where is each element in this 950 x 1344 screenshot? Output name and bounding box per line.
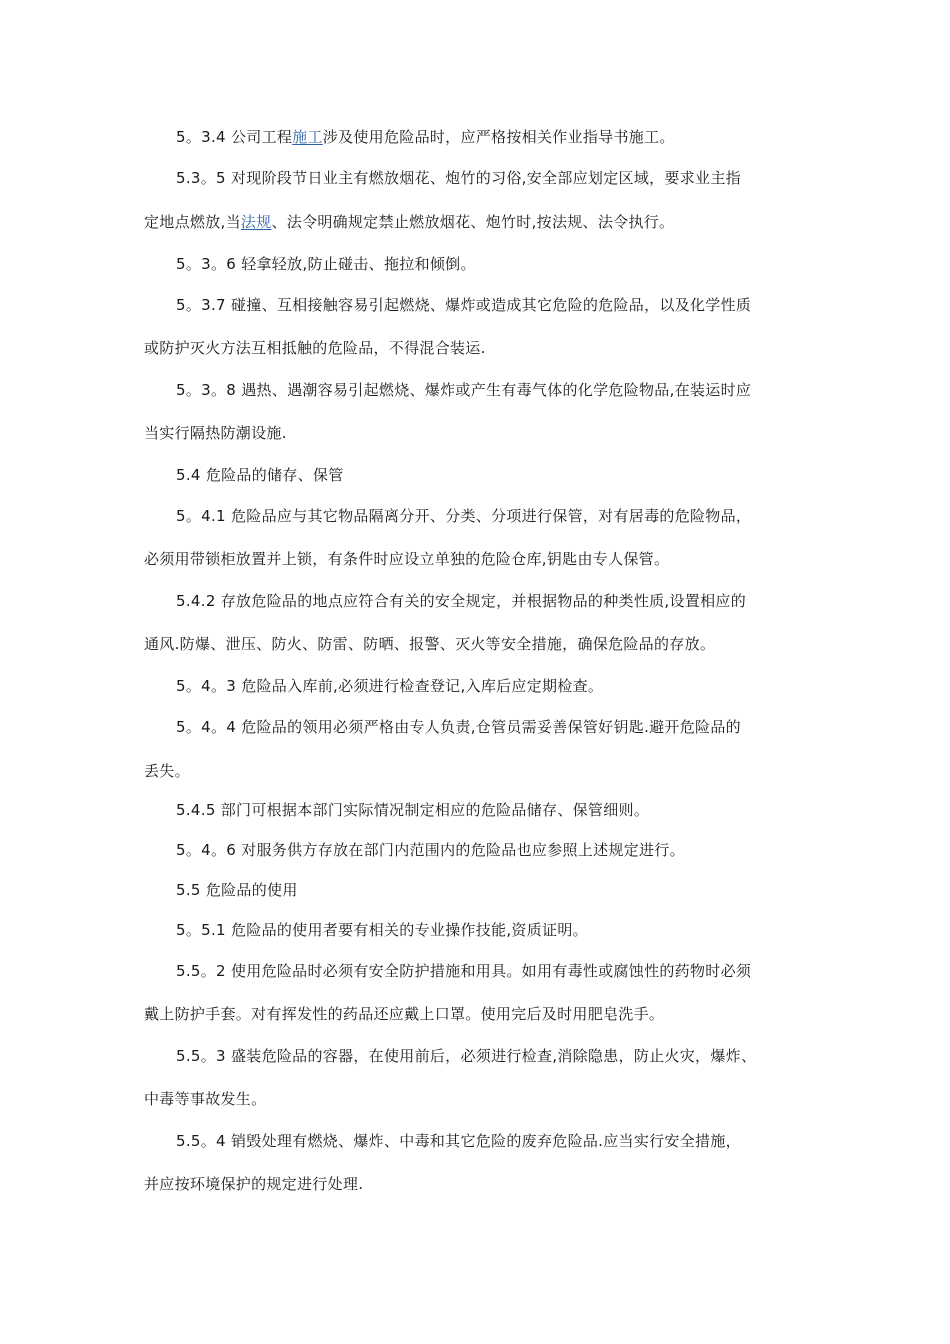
link-fagui[interactable]: 法规 xyxy=(240,213,272,231)
paragraph-5-4-3: 5。4。3 危险品入库前,必须进行检查登记,入库后应定期检查。 xyxy=(176,677,604,695)
paragraph-5-5-3: 5.5。3 盛装危险品的容器，在使用前后，必须进行检查,消除隐患，防止火灾，爆炸、 xyxy=(176,1047,757,1065)
paragraph-5-4-4-cont: 丢失。 xyxy=(144,762,190,780)
paragraph-5-5-4-cont: 并应按环境保护的规定进行处理. xyxy=(144,1175,364,1193)
link-shigong[interactable]: 施工 xyxy=(292,128,323,146)
paragraph-5-4-4: 5。4。4 危险品的领用必须严格由专人负责,仓管员需妥善保管好钥匙.避开危险品的 xyxy=(176,718,741,736)
paragraph-5-5-2-cont: 戴上防护手套。对有挥发性的药品还应戴上口罩。使用完后及时用肥皂洗手。 xyxy=(144,1005,665,1023)
paragraph-5-3-8: 5。3。8 遇热、遇潮容易引起燃烧、爆炸或产生有毒气体的化学危险物品,在装运时应 xyxy=(176,381,752,399)
text-segment: 涉及使用危险品时，应严格按相关作业指导书施工。 xyxy=(322,128,675,146)
text-segment: 、法令明确规定禁止燃放烟花、炮竹时,按法规、法令执行。 xyxy=(271,213,675,231)
heading-5-4: 5.4 危险品的储存、保管 xyxy=(176,466,344,484)
paragraph-5-4-1: 5。4.1 危险品应与其它物品隔离分开、分类、分项进行保管，对有居毒的危险物品， xyxy=(176,507,752,525)
paragraph-5-4-2: 5.4.2 存放危险品的地点应符合有关的安全规定，并根据物品的种类性质,设置相应的 xyxy=(176,592,747,610)
paragraph-5-3-6: 5。3。6 轻拿轻放,防止碰击、拖拉和倾倒。 xyxy=(176,255,476,273)
paragraph-5-3-4 xyxy=(176,127,675,147)
heading-5-5: 5.5 危险品的使用 xyxy=(176,881,298,899)
paragraph-5-3-7-cont: 或防护灭火方法互相抵触的危险品，不得混合装运. xyxy=(144,339,486,357)
text-segment: 5。3.4 公司工程 xyxy=(176,128,293,146)
paragraph-5-3-7: 5。3.7 碰撞、互相接触容易引起燃烧、爆炸或造成其它危险的危险品，以及化学性质 xyxy=(176,296,752,314)
paragraph-5-5-2: 5.5。2 使用危险品时必须有安全防护措施和用具。如用有毒性或腐蚀性的药物时必须 xyxy=(176,962,752,980)
paragraph-5-5-3-cont: 中毒等事故发生。 xyxy=(144,1090,267,1108)
text-segment: 定地点燃放,当 xyxy=(144,213,241,231)
paragraph-5-3-8-cont: 当实行隔热防潮设施. xyxy=(144,424,287,442)
paragraph-5-4-1-cont: 必须用带锁柜放置并上锁，有条件时应设立单独的危险仓库,钥匙由专人保管。 xyxy=(144,550,670,568)
paragraph-5-4-2-cont: 通风.防爆、泄压、防火、防雷、防晒、报警、灭火等安全措施，确保危险品的存放。 xyxy=(144,635,716,653)
paragraph-5-4-6: 5。4。6 对服务供方存放在部门内范围内的危险品也应参照上述规定进行。 xyxy=(176,841,685,859)
paragraph-5-4-5: 5.4.5 部门可根据本部门实际情况制定相应的危险品储存、保管细则。 xyxy=(176,801,650,819)
paragraph-5-5-4: 5.5。4 销毁处理有燃烧、爆炸、中毒和其它危险的废弃危险品.应当实行安全措施， xyxy=(176,1132,741,1150)
paragraph-5-5-1: 5。5.1 危险品的使用者要有相关的专业操作技能,资质证明。 xyxy=(176,921,588,939)
paragraph-5-3-5-cont xyxy=(144,212,674,232)
paragraph-5-3-5: 5.3。5 对现阶段节日业主有燃放烟花、炮竹的习俗,安全部应划定区域，要求业主指 xyxy=(176,169,741,187)
